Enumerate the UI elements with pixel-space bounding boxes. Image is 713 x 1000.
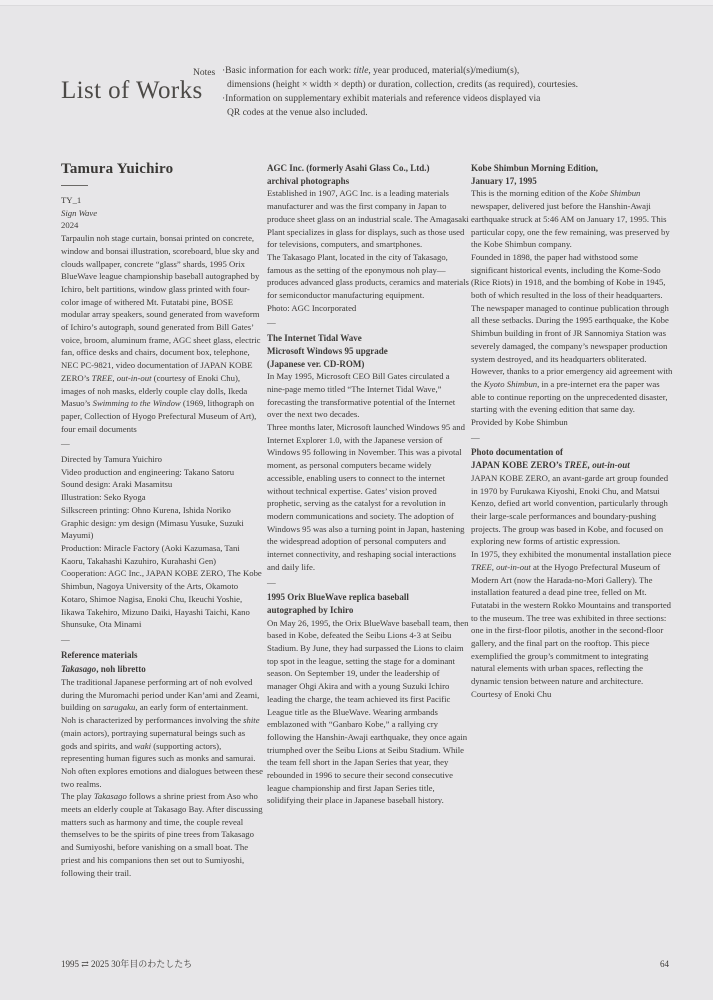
text-line: Cooperation: AGC Inc., JAPAN KOBE ZERO, The Kobe Shimbun, Nagoya University of the Arts, Okamoto Kotaro, Shimoe Nagisa, Enoki Chu, Ikeuchi Yoshie, Iikawa Takehiro, Mizuno Daiki, Hayashi Taichi, Kano Shunsuke, Ota Minami: [61, 568, 262, 630]
notes-text: [222, 64, 667, 120]
text-line: TY_1: [61, 195, 82, 205]
separator: —: [61, 438, 70, 449]
page-number: 64: [660, 959, 669, 969]
paragraph: This is the morning edition of the Kobe Shimbun newspaper, delivered just before the Hanshin-Awaji earthquake struck at 5:46 AM on January 17, 1995. This particular copy, one the few remaining, was preserved by the Kobe Shimbun company. Founded in 1898, the paper had withstood some significant historical events, including the Kome-Sodo (Rice Riots) in 1918, and the bombing of Kobe in 1945, both of which resulted in the loss of their headquarters. The newspaper managed to continue publication through all these setbacks. During the 1995 earthquake, the Kobe Shimbun building in front of JR Sannomiya Station was severely damaged, the company’s newspaper production system destroyed, and its headquarters obliterated. However, thanks to a prior emergency aid agreement with the Kyoto Shimbun, in a pre-internet era the paper was able to continue reporting on the unprecedented disaster, starting with the evening edition that same day. Provided by Kobe Shimbun: [471, 188, 673, 428]
text-line: Silkscreen printing: Ohno Kurena, Ishida Noriko: [61, 504, 231, 515]
paragraph: Established in 1907, AGC Inc. is a leading materials manufacturer and was the first company in Japan to produce sheet glass on an industrial scale. The Amagasaki Plant specializes in glass for displays, such as those used for televisions, computers, and smartphones. The Takasago Plant, located in the city of Takasago, famous as the setting of the eponymous noh play—produces advanced glass products, ceramics and materials for semiconductor manufacturing equipment. Photo: AGC Incorporated: [267, 188, 469, 313]
paragraph: On May 26, 1995, the Orix BlueWave baseball team, then based in Kobe, defeated the Seibu Lions 4-3 at Seibu Stadium. By June, they had surpassed the Lions to claim top spot in the league, setting the stage for a dominant season. On September 19, under the leadership of manager Ohgi Akira and with a young Suzuki Ichiro leading the charge, the team achieved its first Pacific League title as the BlueWave. Wearing armbands emblazoned with “Ganbaro Kobe,” a rallying cry following the Hanshin-Awaji earthquake, they once again triumphed over the Seibu Lions at Seibu Stadium. While the team fell short in the Japan Series that year, they rebounded in 1996 to secure their second consecutive league championship and first Japan Series title, solidifying their place in Japanese baseball history.: [267, 617, 469, 806]
separator: —: [61, 633, 70, 644]
paragraph: Tarpaulin noh stage curtain, bonsai printed on concrete, window and bonsai illustration, scoreboard, blue sky and clouds wallpaper, concrete “glass” shards, 1995 Orix BlueWave league championship baseball autographed by Ichiro, belt partitions, window glass printed with four-color image of withered Mt. Futatabi pine, BOSE modular array speakers, sound generated from waveform of Ichiro’s autograph, sound generated from Bill Gates’ voice, broom, aluminum frame, AGC sheet glass, electric fan, office desks and chairs, document box, telephone, NEC PC-9821, video documentation of JAPAN KOBE ZERO’s TREE, out-in-out (courtesy of Enoki Chu), images of noh masks, elderly couple clay dolls, Ikeda Masuo’s Swimming to the Window (1969, lithograph on paper, Collection of Hyogo Prefectural Museum of Art), four email documents: [61, 233, 261, 434]
section-heading: The Internet Tidal Wave Microsoft Windows 95 upgrade (Japanese ver. CD-ROM): [267, 333, 388, 369]
section-heading: Photo documentation of JAPAN KOBE ZERO’s TREE, out-in-out: [471, 447, 630, 471]
text-line: Directed by Tamura Yuichiro: [61, 454, 162, 465]
section-heading: Reference materials: [61, 649, 138, 660]
notes-label: Notes: [193, 68, 216, 78]
text-line: Illustration: Seko Ryoga: [61, 492, 146, 503]
artist-name: Tamura Yuichiro: [61, 161, 174, 177]
text-line: Graphic design: ym design (Mimasu Yusuke, Suzuki Mayumi): [61, 517, 244, 541]
separator: —: [471, 431, 480, 442]
page-top-edge: [0, 0, 713, 6]
text-line: Sound design: Araki Masamitsu: [61, 479, 173, 490]
page-title: List of Works: [61, 76, 203, 104]
works-column-2: [267, 160, 469, 807]
separator: —: [267, 576, 276, 587]
footer-exhibition-title: 1995 ⇄ 2025 30年目のわたしたち: [61, 959, 193, 969]
section-heading: 1995 Orix BlueWave replica baseball autographed by Ichiro: [267, 592, 409, 615]
works-column-1: [61, 160, 263, 879]
paragraph: The traditional Japanese performing art of noh evolved during the Muromachi period under Kan’ami and Zeami, building on sarugaku, an early form of entertainment. Noh is characterized by performances involving the shite (main actors), portraying supernatural beings such as gods and spirits, and waki (supporting actors), representing human figures such as monks and samurai. Noh often explores emotions and dialogues between these two realms. The play Takasago follows a shrine priest from Aso who meets an elderly couple at Takasago Bay. After discussing matters such as harmony and time, the couple reveal themselves to be the spirits of pine trees from Takasago and Sumiyoshi, before vanishing on a small boat. The priest and his companions then set out to Sumiyoshi, following their trail.: [61, 677, 263, 878]
section-heading: AGC Inc. (formerly Asahi Glass Co., Ltd.) archival photographs: [267, 163, 430, 186]
text-line: Production: Miracle Factory (Aoki Kazumasa, Tani Kaoru, Takahashi Kazuhiro, Kurahashi Gen): [61, 542, 240, 566]
paragraph: In May 1995, Microsoft CEO Bill Gates circulated a nine-page memo titled “The Internet Tidal Wave,” forecasting the transformative potential of the Internet over the next two decades. Three months later, Microsoft launched Windows 95 and Internet Explorer 1.0, with the Japanese version of Windows 95 following in November. This was a pivotal moment, as personal computers became widely accessible, enabling users to connect to the internet without technical expertise. Gates’ vision proved prophetic, serving as the catalyst for a revolution in modern communications and society. The adoption of Windows 95 was also a turning point in Japan, hastening the widespread adoption of personal computers and internet connectivity, and reshaping social interactions and daily life.: [267, 371, 465, 572]
text-line: Sign Wave: [61, 207, 98, 218]
section-heading: Takasago, noh libretto: [61, 664, 146, 675]
text-line: 2024: [61, 220, 79, 231]
separator: —: [267, 317, 276, 328]
section-heading: Kobe Shimbun Morning Edition, January 17, 1995: [471, 163, 599, 186]
paragraph: JAPAN KOBE ZERO, an avant-garde art group founded in 1970 by Furukawa Kiyoshi, Enoki Chu, and Matsui Kenzo, defied art world convention, particularly through their large-scale performances and boundary-pushing projects. The group was based in Kobe, and focused on exploring new forms of artistic expression. In 1975, they exhibited the monumental installation piece TREE, out-in-out at the Hyogo Prefectural Museum of Modern Art (now the Harada-no-Mori Gallery). The installation featured a dead pine tree, felled on Mt. Futatabi in the western Rokko Mountains and transported to the museum. The tree was exhibited in three sections: one in the first-floor pilotis, another in the second-floor gallery, and the final part on the rooftop. This piece exemplified the group’s commitment to integrating natural elements with urban spaces, reflecting the dynamic tension between nature and architecture. Courtesy of Enoki Chu: [471, 472, 672, 699]
works-column-3: [471, 160, 673, 701]
heading-rule: [61, 185, 88, 186]
note-entry: ·Information on supplementary exhibit materials and reference videos displayed via QR codes at the venue also included.: [222, 94, 541, 118]
note-entry: ·Basic information for each work: title, year produced, material(s)/medium(s), dimensions (height × width × depth) or duration, collection, credits (as required), courtesies.: [222, 66, 579, 90]
text-line: Video production and engineering: Takano Satoru: [61, 466, 235, 477]
